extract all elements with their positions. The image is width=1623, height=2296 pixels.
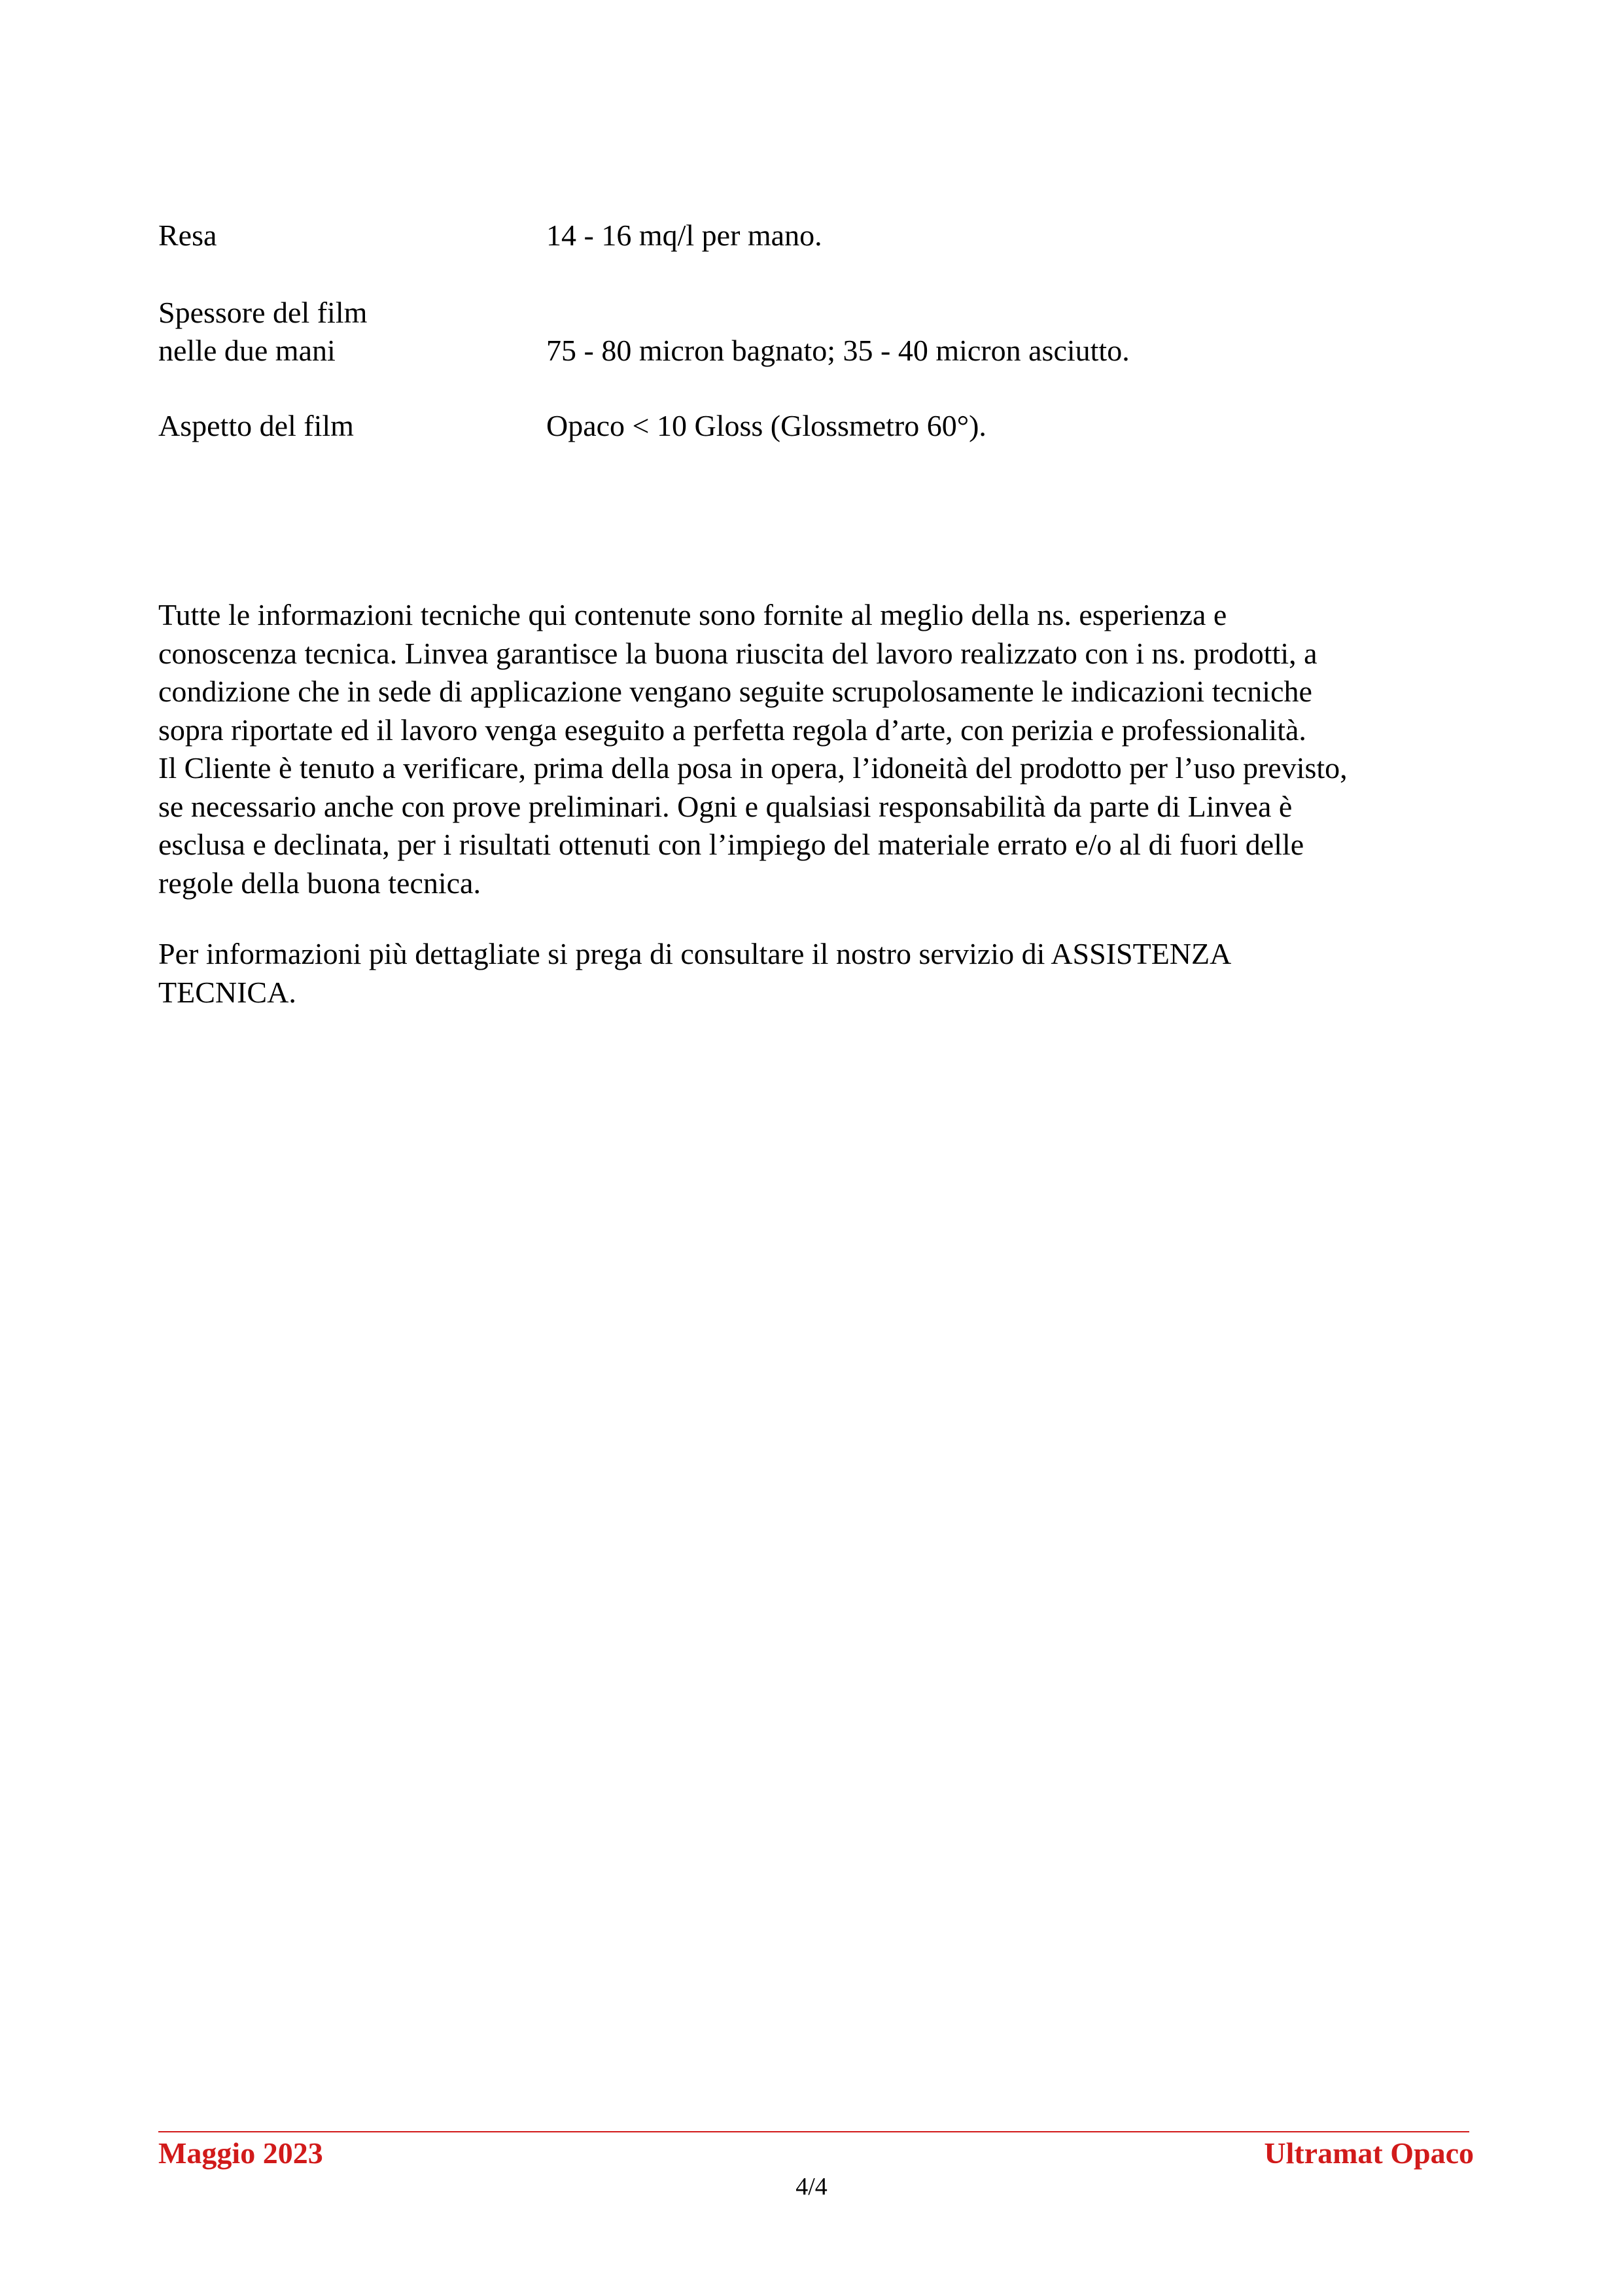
spec-value-aspetto: Opaco < 10 Gloss (Glossmetro 60°). — [546, 409, 986, 442]
disclaimer-line: regole della buona tecnica. — [158, 866, 481, 900]
spec-value-resa: 14 - 16 mq/l per mano. — [546, 219, 822, 252]
spec-value-spessore: 75 - 80 micron bagnato; 35 - 40 micron asciutto. — [546, 334, 1130, 367]
footer-product-name: Ultramat Opaco — [1264, 2136, 1474, 2170]
assistance-line: TECNICA. — [158, 975, 296, 1009]
disclaimer-line: conoscenza tecnica. Linvea garantisce la buona riuscita del lavoro realizzato con i ns. prodotti, a — [158, 636, 1318, 670]
disclaimer-line: esclusa e declinata, per i risultati ottenuti con l’impiego del materiale errato e/o al di fuori delle — [158, 828, 1304, 861]
spec-label-aspetto: Aspetto del film — [158, 409, 354, 442]
spec-label-resa: Resa — [158, 219, 217, 252]
disclaimer-line: sopra riportate ed il lavoro venga eseguito a perfetta regola d’arte, con perizia e professionalità. — [158, 713, 1306, 747]
disclaimer-line: Tutte le informazioni tecniche qui contenute sono fornite al meglio della ns. esperienza e — [158, 598, 1227, 631]
disclaimer-line: se necessario anche con prove preliminari. Ogni e qualsiasi responsabilità da parte di Linvea è — [158, 789, 1293, 823]
assistance-line: Per informazioni più dettagliate si prega di consultare il nostro servizio di ASSISTENZA — [158, 937, 1232, 970]
footer-divider — [158, 2131, 1469, 2132]
disclaimer-line: Il Cliente è tenuto a verificare, prima della posa in opera, l’idoneità del prodotto per l’uso previsto, — [158, 751, 1348, 785]
footer-date: Maggio 2023 — [158, 2136, 323, 2170]
disclaimer-paragraph — [158, 596, 1467, 902]
assistance-paragraph — [158, 935, 1467, 1012]
spec-label-spessore-line2: nelle due mani — [158, 334, 336, 367]
disclaimer-line: condizione che in sede di applicazione vengano seguite scrupolosamente le indicazioni tecniche — [158, 675, 1312, 708]
page-number: 4/4 — [795, 2173, 828, 2200]
spec-label-spessore-line1: Spessore del film — [158, 296, 368, 329]
